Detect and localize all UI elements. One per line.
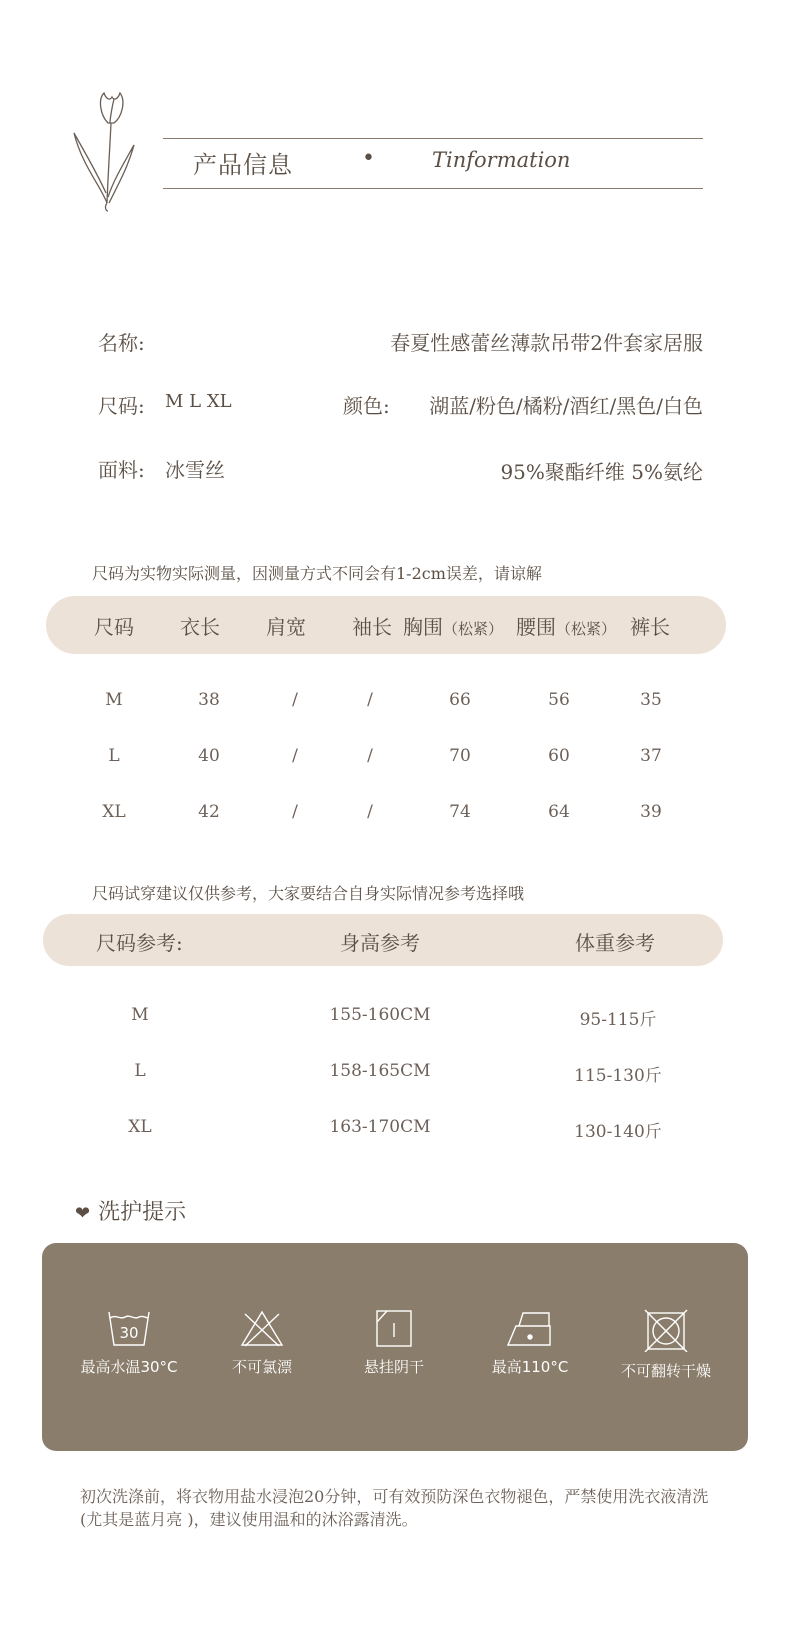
care-title-text: 洗护提示 bbox=[98, 1200, 187, 1225]
table-cell: 95-115斤 bbox=[579, 1010, 657, 1030]
table-cell: 115-130斤 bbox=[574, 1066, 662, 1086]
col-header-size: 尺码 bbox=[94, 615, 134, 639]
table-cell: 158-165CM bbox=[329, 1061, 431, 1081]
col-header-bust bbox=[403, 611, 503, 640]
care-label: 不可氯漂 bbox=[231, 1358, 292, 1376]
col-header-sleeve: 袖长 bbox=[352, 615, 392, 639]
name-value: 春夏性感蕾丝薄款吊带2件套家居服 bbox=[390, 331, 703, 355]
table-cell: 64 bbox=[548, 802, 570, 822]
table-cell: XL bbox=[128, 1117, 152, 1137]
col-header-pants: 裤长 bbox=[630, 615, 670, 639]
title-separator: • bbox=[362, 146, 375, 171]
size-label: 尺码: bbox=[98, 394, 145, 418]
iron-icon bbox=[505, 1308, 555, 1348]
no-bleach-icon bbox=[239, 1308, 285, 1348]
size-table-note: 尺码为实物实际测量，因测量方式不同会有1-2cm误差，请谅解 bbox=[92, 564, 542, 583]
tulip-logo-icon bbox=[70, 85, 140, 213]
table-cell: 163-170CM bbox=[329, 1117, 431, 1137]
table-cell: / bbox=[292, 802, 298, 822]
table-cell: 35 bbox=[640, 690, 662, 710]
care-label: 最高110°C bbox=[491, 1358, 569, 1376]
table-cell: XL bbox=[102, 802, 126, 822]
size-ref-note: 尺码试穿建议仅供参考，大家要结合自身实际情况参考选择哦 bbox=[92, 884, 525, 903]
table-cell: 155-160CM bbox=[329, 1005, 431, 1025]
col-header-bust-suffix: （松紧） bbox=[443, 620, 504, 638]
col-header-shoulder: 肩宽 bbox=[266, 615, 306, 639]
table-cell: / bbox=[367, 802, 373, 822]
table-cell: 130-140斤 bbox=[574, 1122, 662, 1142]
col-header-bust-label: 胸围 bbox=[403, 615, 443, 639]
care-item-no-bleach bbox=[187, 1308, 337, 1377]
table-cell: M bbox=[105, 690, 123, 710]
col-header-waist-suffix: （松紧） bbox=[556, 620, 617, 638]
fabric-composition: 95%聚酯纤维 5%氨纶 bbox=[500, 460, 703, 484]
table-cell: 70 bbox=[449, 746, 471, 766]
table-cell: / bbox=[292, 746, 298, 766]
table-cell: / bbox=[292, 690, 298, 710]
care-instructions: 初次洗涤前，将衣物用盐水浸泡20分钟，可有效预防深色衣物褪色，严禁使用洗衣液清洗(尤其是蓝月亮 )，建议使用温和的沐浴露清洗。 bbox=[80, 1487, 709, 1529]
col-header-length: 衣长 bbox=[180, 615, 220, 639]
ref-header-height: 身高参考 bbox=[340, 931, 420, 955]
hang-dry-shade-icon bbox=[371, 1308, 417, 1348]
table-cell: 42 bbox=[198, 802, 220, 822]
name-label: 名称: bbox=[98, 331, 145, 355]
table-cell: 38 bbox=[198, 690, 220, 710]
table-cell: 40 bbox=[198, 746, 220, 766]
color-value: 湖蓝/粉色/橘粉/酒红/黑色/白色 bbox=[429, 394, 703, 418]
size-value: M L XL bbox=[165, 391, 232, 412]
no-tumble-dry-icon bbox=[643, 1308, 689, 1352]
header-bottom-line bbox=[163, 188, 703, 189]
care-item-no-tumble bbox=[591, 1308, 741, 1381]
care-item-iron bbox=[455, 1308, 605, 1377]
ref-header-weight: 体重参考 bbox=[575, 931, 655, 955]
care-label: 最高水温30°C bbox=[80, 1358, 178, 1376]
wash-basin-30-icon bbox=[106, 1308, 152, 1348]
table-cell: 74 bbox=[449, 802, 471, 822]
wash-temp-number: 30 bbox=[119, 1324, 139, 1342]
table-cell: 60 bbox=[548, 746, 570, 766]
table-cell: L bbox=[134, 1061, 146, 1081]
ref-header-size: 尺码参考: bbox=[96, 931, 183, 955]
table-cell: 66 bbox=[449, 690, 471, 710]
header-top-line bbox=[163, 138, 703, 139]
care-item-wash bbox=[54, 1308, 204, 1377]
col-header-waist bbox=[516, 611, 616, 640]
section-title-en: Tinformation bbox=[432, 148, 571, 172]
color-label: 颜色: bbox=[343, 394, 390, 418]
table-cell: / bbox=[367, 690, 373, 710]
care-item-hang-dry bbox=[319, 1308, 469, 1377]
care-label: 不可翻转干燥 bbox=[620, 1362, 711, 1380]
fabric-value: 冰雪丝 bbox=[165, 458, 225, 482]
care-label: 悬挂阴干 bbox=[363, 1358, 424, 1376]
heart-icon: ❤ bbox=[75, 1203, 91, 1224]
care-title bbox=[75, 1195, 186, 1226]
table-cell: M bbox=[131, 1005, 149, 1025]
col-header-waist-label: 腰围 bbox=[516, 615, 556, 639]
table-cell: L bbox=[108, 746, 120, 766]
table-cell: 56 bbox=[548, 690, 570, 710]
fabric-label: 面料: bbox=[98, 458, 145, 482]
table-cell: 37 bbox=[640, 746, 662, 766]
section-title: 产品信息 bbox=[193, 151, 293, 179]
table-cell: / bbox=[367, 746, 373, 766]
table-cell: 39 bbox=[640, 802, 662, 822]
